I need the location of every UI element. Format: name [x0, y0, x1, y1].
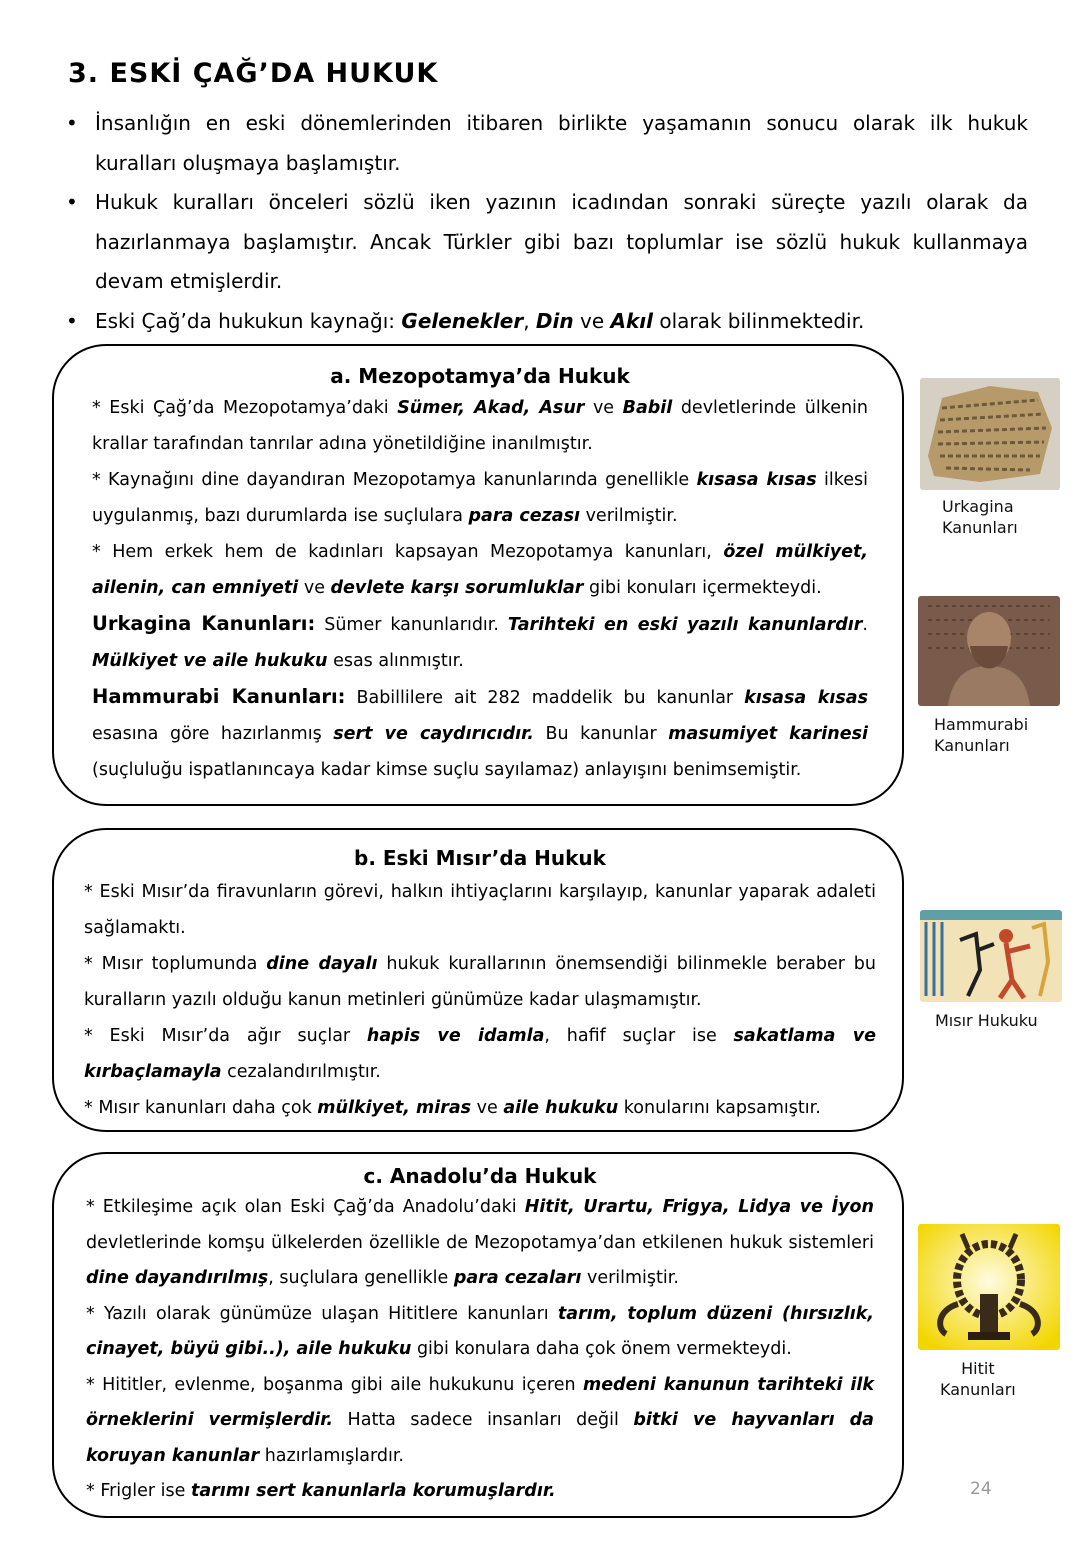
intro-bullet: • Eski Çağ’da hukukun kaynağı: Gelenekler, Din ve Akıl olarak bilinmektedir.: [62, 302, 1028, 342]
paragraph: * Eski Çağ’da Mezopotamya’daki Sümer, Akad, Asur ve Babil devletlerinde ülkenin krallar tarafından tanrılar adına yönetildiğine inanılmıştır.: [92, 398, 868, 454]
section-heading: c. Anadolu’da Hukuk: [363, 1164, 597, 1188]
misir-painting-image: [920, 910, 1062, 1002]
urkagina-tablet-image: [920, 378, 1060, 490]
paragraph: * Mısır kanunları daha çok mülkiyet, miras ve aile hukuku konularını kapsamıştır.: [84, 1098, 821, 1118]
paragraph: * Kaynağını dine dayandıran Mezopotamya kanunlarında genellikle kısasa kısas ilkesi uygulanmış, bazı durumlarda ise suçlulara para cezası verilmiştir.: [92, 470, 869, 526]
section-heading: a. Mezopotamya’da Hukuk: [330, 364, 630, 388]
urkagina-paragraph: Urkagina Kanunları: Sümer kanunlarıdır. Tarihteki en eski yazılı kanunlardır. Mülkiyet ve aile hukuku esas alınmıştır.: [92, 612, 868, 671]
paragraph: * Hem erkek hem de kadınları kapsayan Mezopotamya kanunları, özel mülkiyet, ailenin, can emniyeti ve devlete karşı sorumluklar gibi konuları içermekteydi.: [92, 542, 869, 598]
hitit-caption: Hitit Kanunları: [940, 1359, 1016, 1399]
paragraph: * Hititler, evlenme, boşanma gibi aile hukukunu içeren medeni kanunun tarihteki ilk örneklerini vermişlerdir. Hatta sadece insanları değil bitki ve hayvanları da koruyan kanunlar hazırlamışlardır.: [86, 1374, 875, 1466]
misir-section: [52, 828, 904, 1132]
intro-bullets: [62, 104, 1028, 341]
paragraph: * Yazılı olarak günümüze ulaşan Hititlere kanunları tarım, toplum düzeni (hırsızlık, cinayet, büyü gibi..), aile hukuku gibi konulara daha çok önem vermekteydi.: [86, 1303, 874, 1359]
hammurabi-paragraph: Hammurabi Kanunları: Babillilere ait 282 maddelik bu kanunlar kısasa kısas esasına göre hazırlanmış sert ve caydırıcıdır. Bu kanunlar masumiyet karinesi (suçluluğu ispatlanıncaya kadar kimse suçlu sayılamaz) anlayışını benimsemiştir.: [92, 685, 868, 780]
paragraph: * Mısır toplumunda dine dayalı hukuk kurallarının önemsendiği bilinmekle beraber bu kuralların yazılı olduğu kanun metinleri günümüze kadar ulaşmamıştır.: [84, 954, 876, 1010]
paragraph: * Etkileşime açık olan Eski Çağ’da Anadolu’daki Hitit, Urartu, Frigya, Lidya ve İyon devletlerinde komşu ülkelerden özellikle de Mezopotamya’dan etkilenen hukuk sistemleri dine dayandırılmış, suçlulara genellikle para cezaları verilmiştir.: [86, 1197, 874, 1288]
intro-bullet: • Hukuk kuralları önceleri sözlü iken yazının icadından sonraki süreçte yazılı olarak da hazırlanmaya başlamıştır. Ancak Türkler gibi bazı toplumlar ise sözlü hukuk kullanmaya devam etmişlerdir.: [62, 183, 1028, 302]
paragraph: * Eski Mısır’da ağır suçlar hapis ve idamla, hafif suçlar ise sakatlama ve kırbaçlamayla cezalandırılmıştır.: [84, 1026, 877, 1082]
hitit-artifact-image: [918, 1224, 1060, 1350]
section-heading: b. Eski Mısır’da Hukuk: [354, 846, 606, 870]
intro-bullet: • İnsanlığın en eski dönemlerinden itibaren birlikte yaşamanın sonucu olarak ilk hukuk kuralları oluşmaya başlamıştır.: [62, 104, 1028, 183]
mezopotamya-section: [52, 344, 904, 806]
misir-caption: Mısır Hukuku: [935, 1011, 1038, 1030]
anadolu-section: [52, 1152, 904, 1518]
paragraph: * Eski Mısır’da firavunların görevi, halkın ihtiyaçlarını karşılayıp, kanunlar yaparak adaleti sağlamaktı.: [84, 882, 876, 938]
hammurabi-statue-image: [918, 596, 1060, 706]
urkagina-caption: Urkagina Kanunları: [942, 497, 1018, 537]
hammurabi-caption: Hammurabi Kanunları: [934, 715, 1029, 755]
paragraph: * Frigler ise tarımı sert kanunlarla korumuşlardır.: [86, 1481, 556, 1501]
page-title: 3. ESKİ ÇAĞ’DA HUKUK: [68, 58, 439, 89]
page-number: 24: [970, 1479, 992, 1499]
